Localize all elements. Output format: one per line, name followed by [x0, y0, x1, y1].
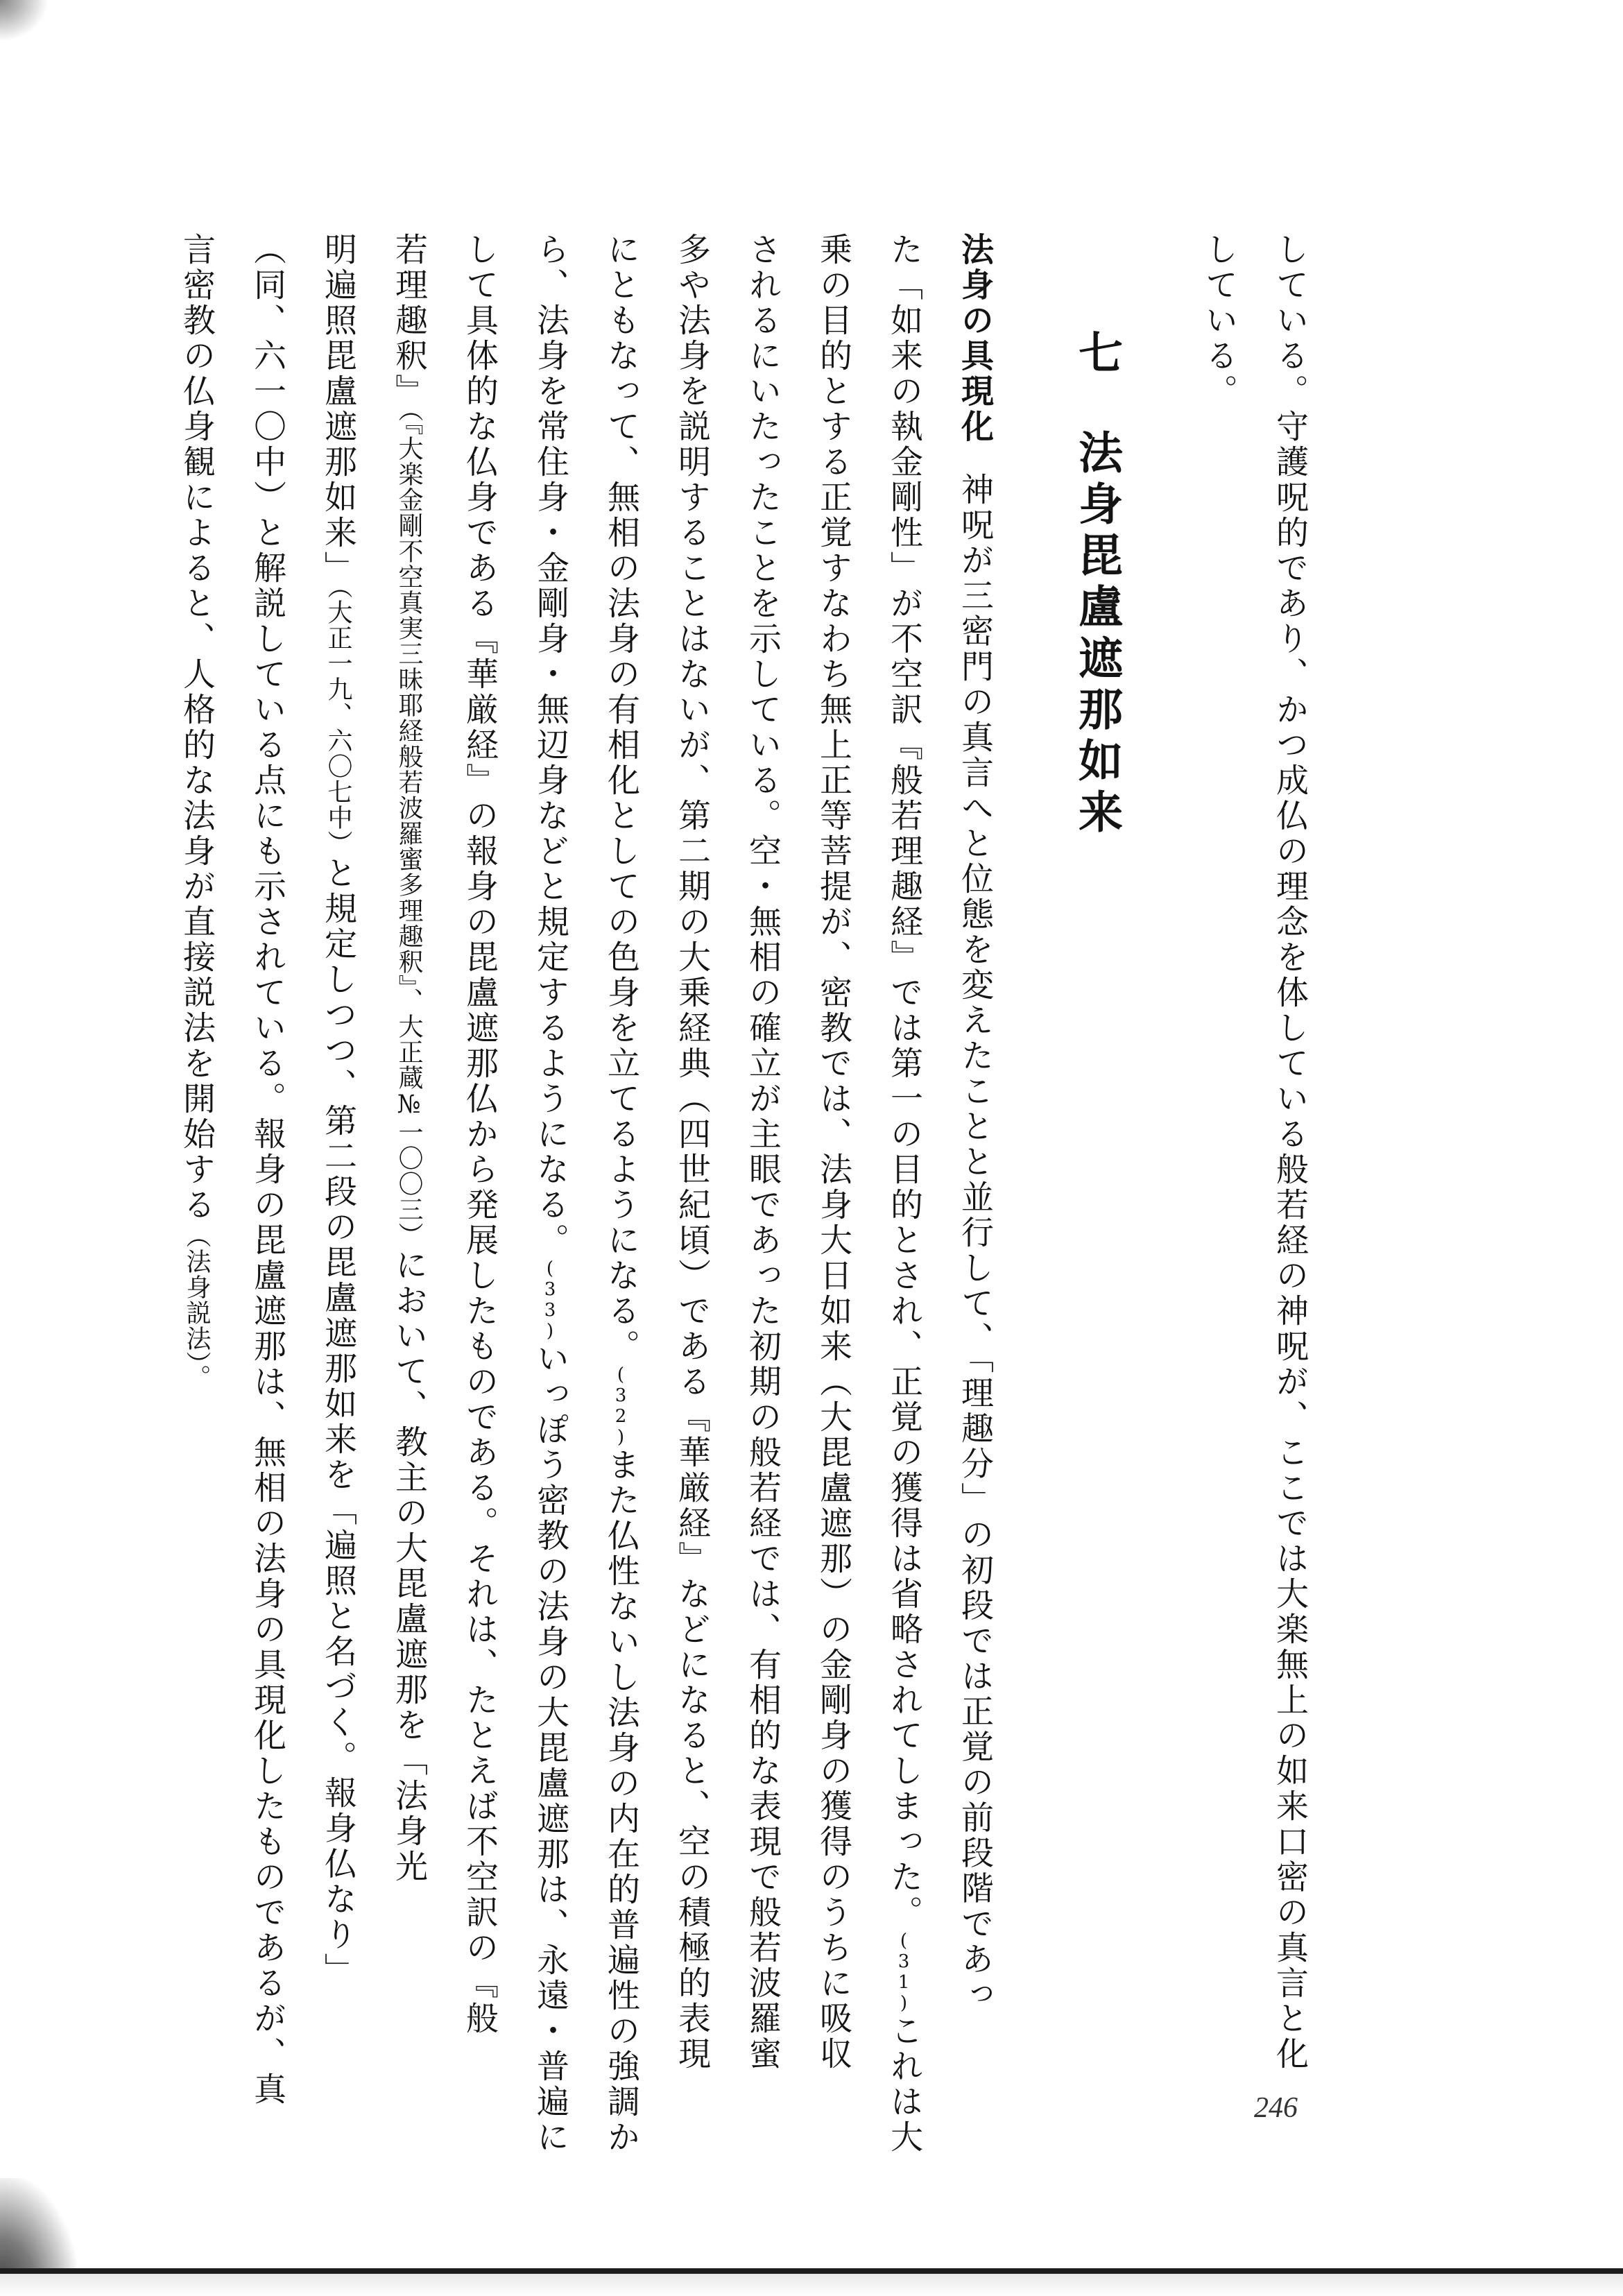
paragraph-line-2 [868, 232, 939, 2175]
citation-rishushaku: （『大楽金剛不空真実三昧耶経般若波羅蜜多理趣釈』、大正蔵№一〇〇三） [395, 409, 423, 1248]
paragraph-line-9-tail: において、教主の大毘盧遮那を「法身光 [390, 1248, 428, 1885]
footnote-ref-32: (32) [610, 1364, 631, 1448]
paragraph-line-5: 多や法身を説明することはないが、第二期の大乗経典（四世紀頃）である『華厳経』などになると、空の積極的表現 [673, 232, 711, 2072]
section-number: 七 [1071, 329, 1123, 381]
paragraph-line-10 [302, 232, 373, 2175]
paragraph-line-12-text: 言密教の仏身観によると、人格的な法身が直接説法を開始する [178, 232, 216, 1223]
scan-bottom-edge [0, 2268, 1623, 2274]
paragraph-line-3: 乗の目的とする正覚すなわち無上正等菩提が、密教では、法身大日如来（大毘盧遮那）の金剛身の獲得のうちに吸収 [814, 232, 852, 2072]
section-title: 法身毘盧遮那如来 [1071, 429, 1123, 840]
paragraph-line-7-tail: いっぽう密教の法身の大毘盧遮那は、永遠・普遍に [531, 1342, 569, 2155]
footnote-ref-31: (31) [893, 1930, 914, 2014]
paragraph-line-7-text: ら、法身を常住身・金剛身・無辺身などと規定するようになる。 [531, 232, 569, 1258]
citation-taisho-19: （大正一九、六〇七中） [324, 586, 352, 856]
paragraph-line-2-text: た「如来の執金剛性」が不空訳『般若理趣経』では第一の目的とされ、正覚の獲得は省略されてしまった。 [885, 232, 923, 1930]
paragraph-line-6-tail: また仏性ないし法身の内在的普遍性の強調か [602, 1448, 640, 2155]
intro-line-1: している。守護呪的であり、かつ成仏の理念を体している般若経の神呪が、ここでは大楽無上の如来口密の真言と化 [1271, 232, 1309, 2072]
page-number: 246 [1254, 2092, 1298, 2124]
paragraph-line-6 [585, 232, 656, 2175]
paragraph-line-9-text: 若理趣釈』 [390, 232, 428, 409]
paragraph-line-12 [161, 232, 232, 2175]
paragraph-line-10-text: 明遍照毘盧遮那如来」 [319, 232, 357, 586]
scan-shadow-top [0, 0, 49, 42]
paragraph-line-4: されるにいたったことを示している。空・無相の確立が主眼であった初期の般若経では、有相的な表現で般若波羅蜜 [744, 232, 782, 2072]
paragraph-line-1-text: 神呪が三密門の真言へと位態を変えたことと並行して、「理趣分」の初段では正覚の前段階であっ [956, 472, 994, 2013]
paragraph-line-8: して具体的な仏身である『華厳経』の報身の毘盧遮那仏から発展したものである。それは、たとえば不空訳の『般 [461, 232, 499, 2037]
paragraph-line-7 [515, 232, 585, 2175]
paragraph-lead: 法身の具現化 [956, 232, 994, 445]
paragraph-line-9 [373, 232, 444, 2175]
scan-bottom-band [0, 2274, 1623, 2296]
paragraph-line-11: （同、六一〇中）と解説している点にも示されている。報身の毘盧遮那は、無相の法身の具現化したものであるが、真 [248, 232, 286, 2107]
paragraph-line-1 [939, 232, 1010, 2175]
paragraph-line-10-tail: と規定しつつ、第二段の毘盧遮那如来を「遍照と名づく。報身仏なり」 [319, 856, 357, 1988]
vertical-text-body [146, 232, 1325, 2175]
paragraph-line-2-tail: これは大 [885, 2014, 923, 2155]
footnote-ref-33: (33) [540, 1258, 560, 1342]
paragraph-line-6-text: にともなって、無相の法身の有相化としての色身を立てるようになる。 [602, 232, 640, 1364]
intro-line-2: している。 [1200, 232, 1238, 409]
section-heading [1051, 232, 1142, 2175]
dharmakaya-preaching-note: （法身説法）。 [182, 1223, 211, 1390]
